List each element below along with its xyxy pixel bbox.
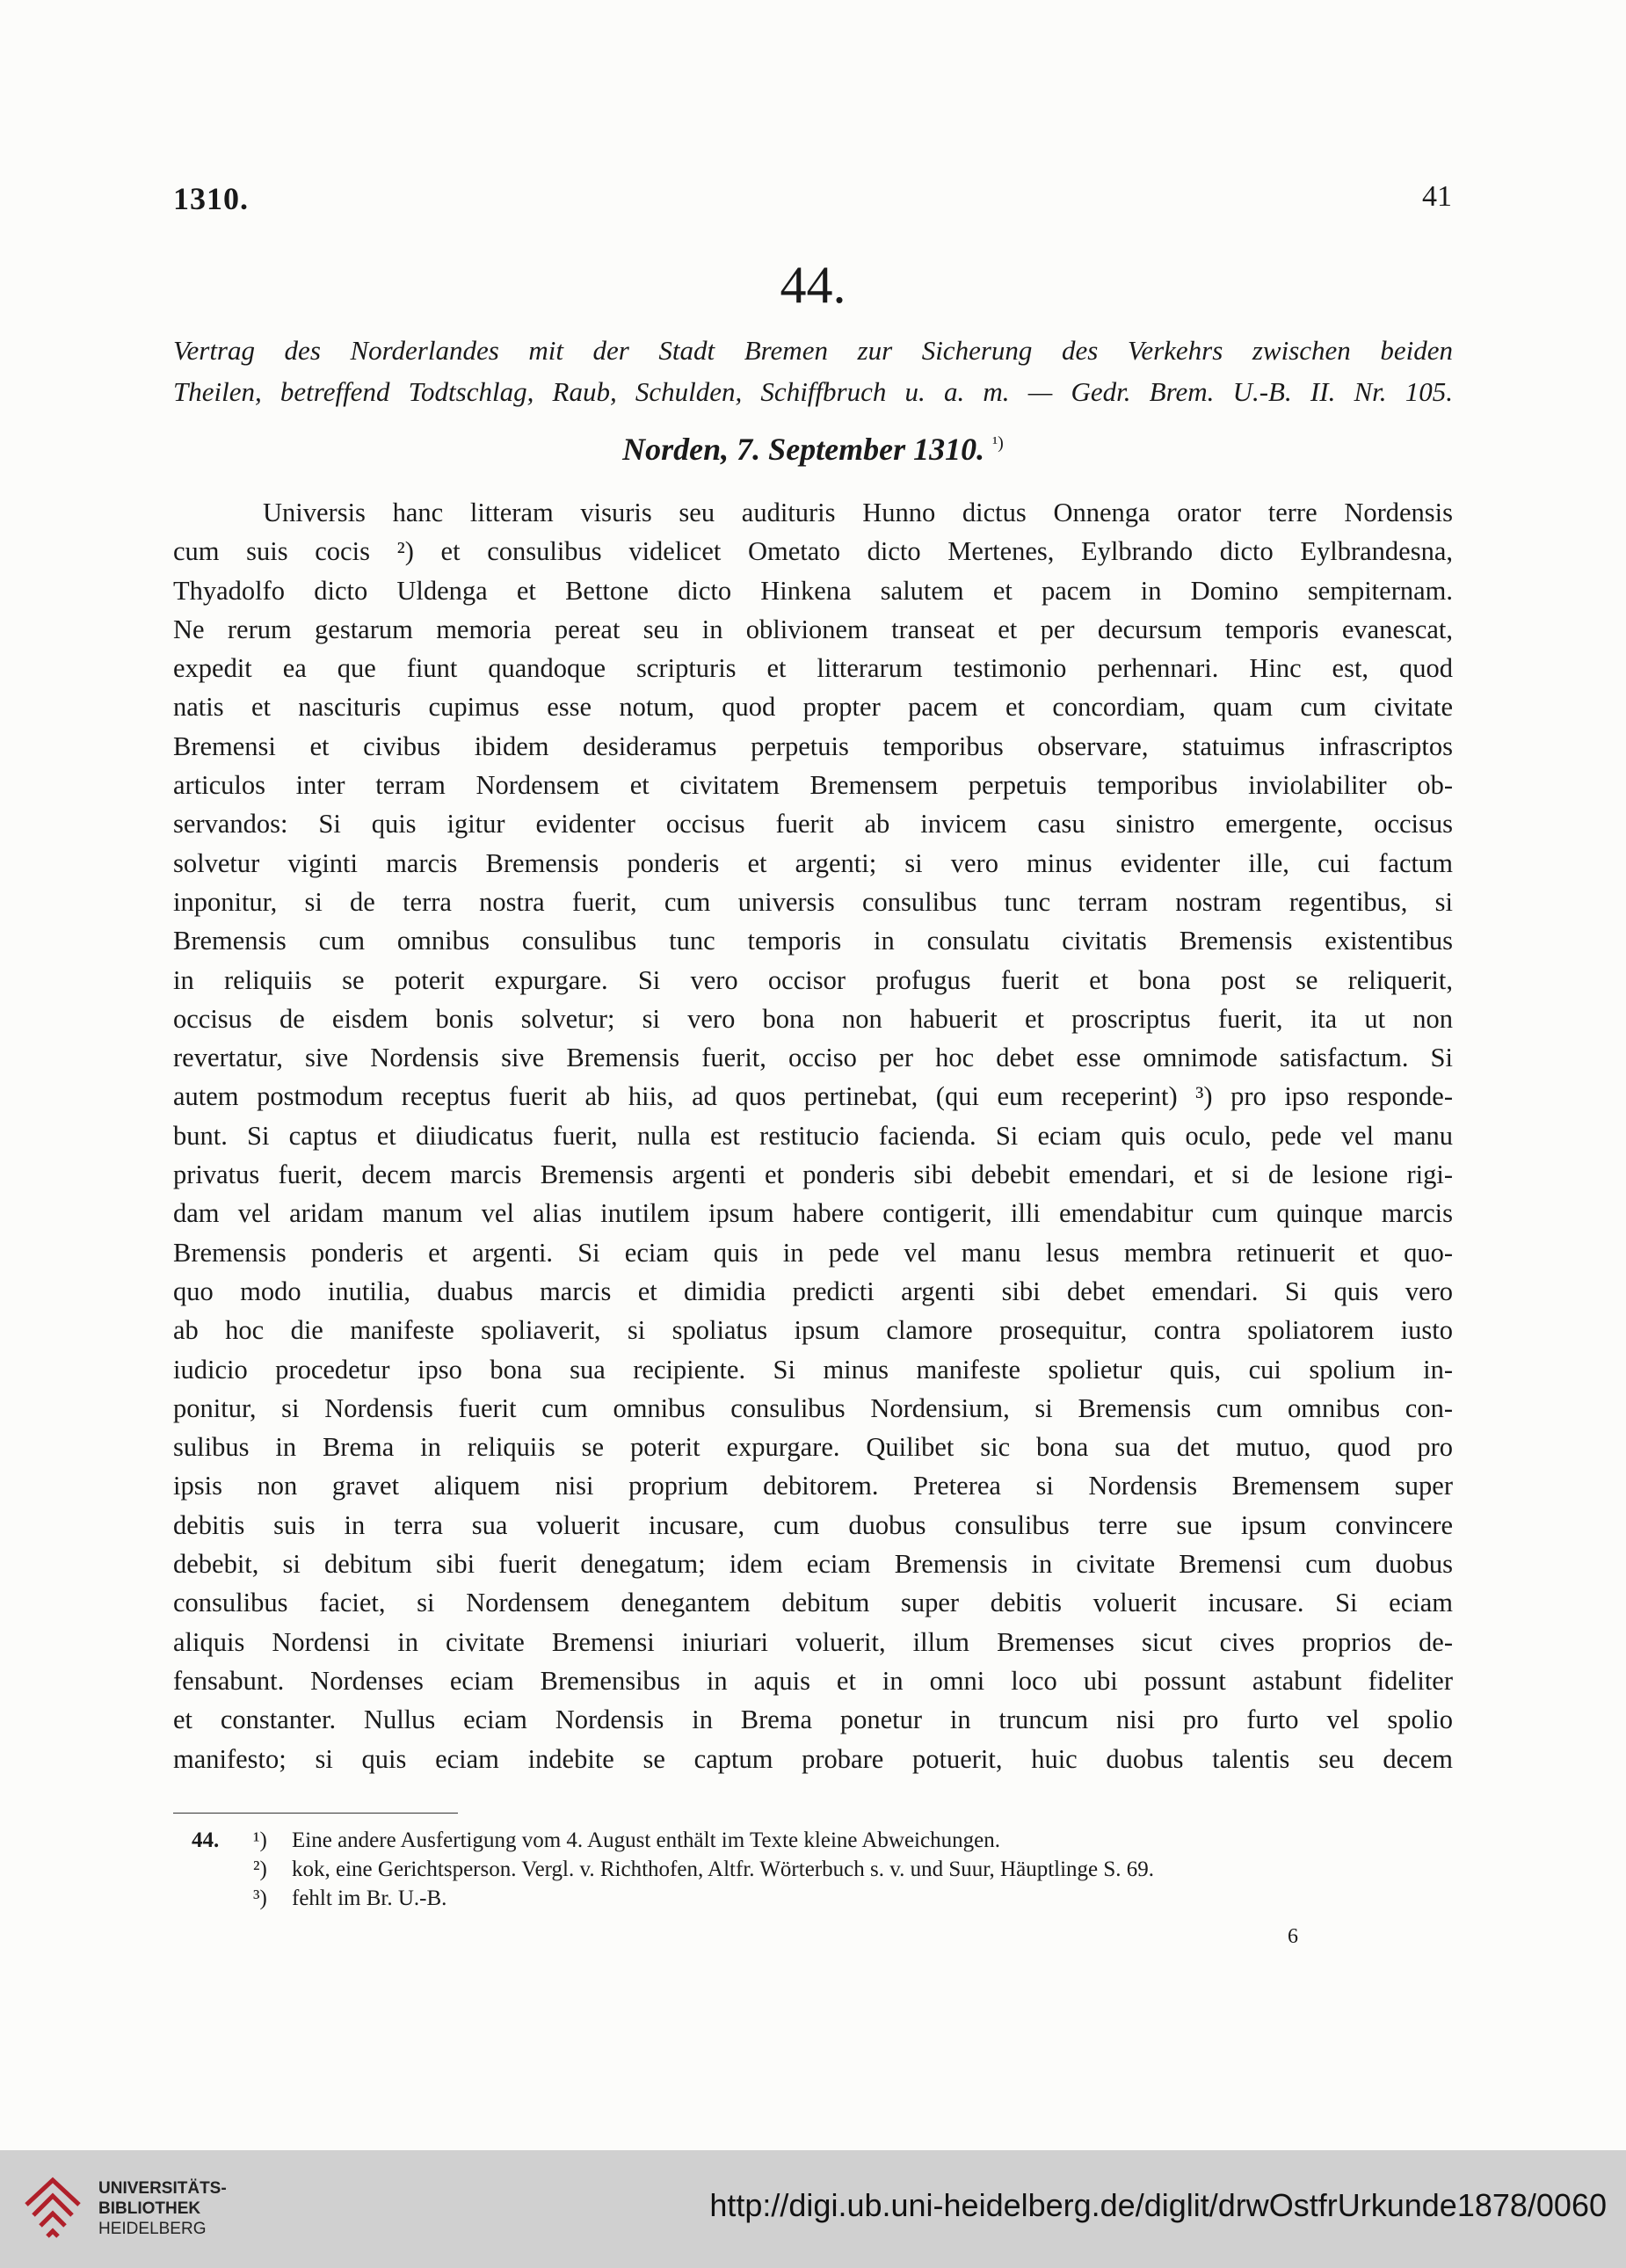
library-name: UNIVERSITÄTS- BIBLIOTHEK HEIDELBERG — [98, 2179, 227, 2238]
text-line: in reliquiis se poterit expurgare. Si vero occisor profugus fuerit et bona post se reliquerit, — [173, 964, 1453, 995]
footnote — [192, 1855, 1457, 1884]
university-library-logo-icon[interactable] — [18, 2170, 88, 2249]
text-line: iudicio procedetur ipso bona sua recipiente. Si minus manifeste spolietur quis, cui spolium in- — [173, 1354, 1453, 1385]
footnote-rule — [173, 1813, 458, 1814]
footnotes — [192, 1826, 1457, 1913]
text-line: Bremensis ponderis et argenti. Si eciam quis in pede vel manu lesus membra retinuerit et quo- — [173, 1237, 1453, 1268]
charter-text — [173, 493, 1453, 1778]
text-line: ab hoc die manifeste spoliaverit, si spoliatus ipsum clamore prosequitur, contra spoliatorem iusto — [173, 1315, 1453, 1346]
dateline — [0, 431, 1626, 468]
permalink-url[interactable]: http://digi.ub.uni-heidelberg.de/diglit/drwOstfrUrkunde1878/0060 — [709, 2187, 1607, 2223]
text-line: Ne rerum gestarum memoria pereat seu in oblivionem transeat et per decursum temporis evanescat, — [173, 614, 1453, 644]
text-line: occisus de eisdem bonis solvetur; si vero bona non habuerit et proscriptus fuerit, ita ut non — [173, 1003, 1453, 1034]
text-line: autem postmodum receptus fuerit ab hiis, ad quos pertinebat, (qui eum receperint) ³) pro ipso responde- — [173, 1081, 1453, 1112]
page-number: 41 — [1422, 180, 1452, 213]
regest-line: Theilen, betreffend Todtschlag, Raub, Schulden, Schiffbruch u. a. m. — Gedr. Brem. U.-B. II. Nr. 105. — [173, 376, 1453, 407]
running-header-year: 1310. — [173, 181, 249, 216]
text-line: et constanter. Nullus eciam Nordensis in Brema ponetur in truncum nisi pro furto vel spolio — [173, 1705, 1453, 1735]
footnote — [192, 1826, 1457, 1855]
text-line: ipsis non gravet aliquem nisi proprium debitorem. Preterea si Nordensis Bremensem super — [173, 1471, 1453, 1501]
text-line: natis et nascituris cupimus esse notum, quod propter pacem et concordiam, quam cum civitate — [173, 692, 1453, 723]
footnote-mark: ¹) — [253, 1828, 267, 1852]
text-line: aliquis Nordensi in civitate Bremensi iniuriari voluerit, illum Bremenses sicut cives proprios de- — [173, 1626, 1453, 1657]
regest-line: Vertrag des Norderlandes mit der Stadt Bremen zur Sicherung des Verkehrs zwischen beiden — [173, 335, 1453, 366]
text-line: articulos inter terram Nordensem et civitatem Bremensem perpetuis temporibus inviolabiliter ob- — [173, 770, 1453, 801]
text-line: servandos: Si quis igitur evidenter occisus fuerit ab invicem casu sinistro emergente, occisus — [173, 809, 1453, 840]
text-line: Thyadolfo dicto Uldenga et Bettone dicto Hinkena salutem et pacem in Domino sempiternam. — [173, 575, 1453, 606]
text-line: expedit ea que fiunt quandoque scripturis et litterarum testimonio perhennari. Hinc est, quod — [173, 653, 1453, 684]
text-line: ponitur, si Nordensis fuerit cum omnibus consulibus Nordensium, si Bremensis cum omnibus con- — [173, 1392, 1453, 1423]
footnote-text: kok, eine Gerichtsperson. Vergl. v. Richthofen, Altfr. Wörterbuch s. v. und Suur, Häuptlinge S. 69. — [292, 1857, 1155, 1881]
text-line: quo modo inutilia, duabus marcis et dimidia predicti argenti sibi debet emendari. Si quis vero — [173, 1276, 1453, 1306]
footnote-text: fehlt im Br. U.-B. — [292, 1886, 447, 1910]
text-line: Bremensis cum omnibus consulibus tunc temporis in consulatu civitatis Bremensis existentibus — [173, 926, 1453, 956]
text-line: debitis suis in terra sua voluerit incusare, cum duobus consulibus terre sue ipsum convincere — [173, 1509, 1453, 1540]
text-line: solvetur viginti marcis Bremensis ponderis et argenti; si vero minus evidenter ille, cui factum — [173, 847, 1453, 878]
text-line: revertatur, sive Nordensis sive Bremensis fuerit, occiso per hoc debet esse omnimode satisfactum. Si — [173, 1043, 1453, 1073]
regest — [173, 330, 1453, 412]
footnote — [192, 1884, 1457, 1913]
dateline-footnote-mark: ¹) — [992, 433, 1004, 453]
text-line: Universis hanc litteram visuris seu audituris Hunno dictus Onnenga orator terre Nordensis — [263, 498, 1453, 527]
text-line: debebit, si debitum sibi fuerit denegatum; idem eciam Bremensis in civitate Bremensi cum duobus — [173, 1549, 1453, 1580]
text-line: privatus fuerit, decem marcis Bremensis argenti et ponderis sibi debebit emendari, et si de lesione rigi- — [173, 1159, 1453, 1190]
text-line: manifesto; si quis eciam indebite se captum probare potuerit, huic duobus talentis seu decem — [173, 1743, 1453, 1774]
footnote-doc-ref: 44. — [192, 1828, 220, 1852]
signature-mark: 6 — [1288, 1925, 1298, 1948]
footnote-mark: ²) — [253, 1857, 267, 1881]
text-line: bunt. Si captus et diiudicatus fuerit, nulla est restitucio facienda. Si eciam quis oculo, pede vel manu — [173, 1120, 1453, 1151]
text-line: cum suis cocis ²) et consulibus videlicet Ometato dicto Mertenes, Eylbrando dicto Eylbrandesna, — [173, 536, 1453, 567]
dateline-text: Norden, 7. September 1310. — [622, 432, 985, 467]
text-line: dam vel aridam manum vel alias inutilem ipsum habere contigerit, illi emendabitur cum quinque marcis — [173, 1198, 1453, 1229]
text-line: fensabunt. Nordenses eciam Bremensibus in aquis et in omni loco ubi possunt astabunt fideliter — [173, 1665, 1453, 1696]
text-line: inponitur, si de terra nostra fuerit, cum universis consulibus tunc terram nostram regentibus, si — [173, 886, 1453, 917]
footnote-mark: ³) — [253, 1886, 267, 1910]
viewer-footer — [0, 2150, 1626, 2268]
text-line: sulibus in Brema in reliquiis se poterit expurgare. Quilibet sic bona sua det mutuo, quod pro — [173, 1432, 1453, 1463]
document-number: 44. — [780, 256, 846, 314]
footnote-text: Eine andere Ausfertigung vom 4. August enthält im Texte kleine Abweichungen. — [292, 1828, 1000, 1852]
text-line: Bremensi et civibus ibidem desideramus perpetuis temporibus observare, statuimus infrascriptos — [173, 731, 1453, 761]
text-line: consulibus faciet, si Nordensem denegantem debitum super debitis voluerit incusare. Si eciam — [173, 1588, 1453, 1618]
